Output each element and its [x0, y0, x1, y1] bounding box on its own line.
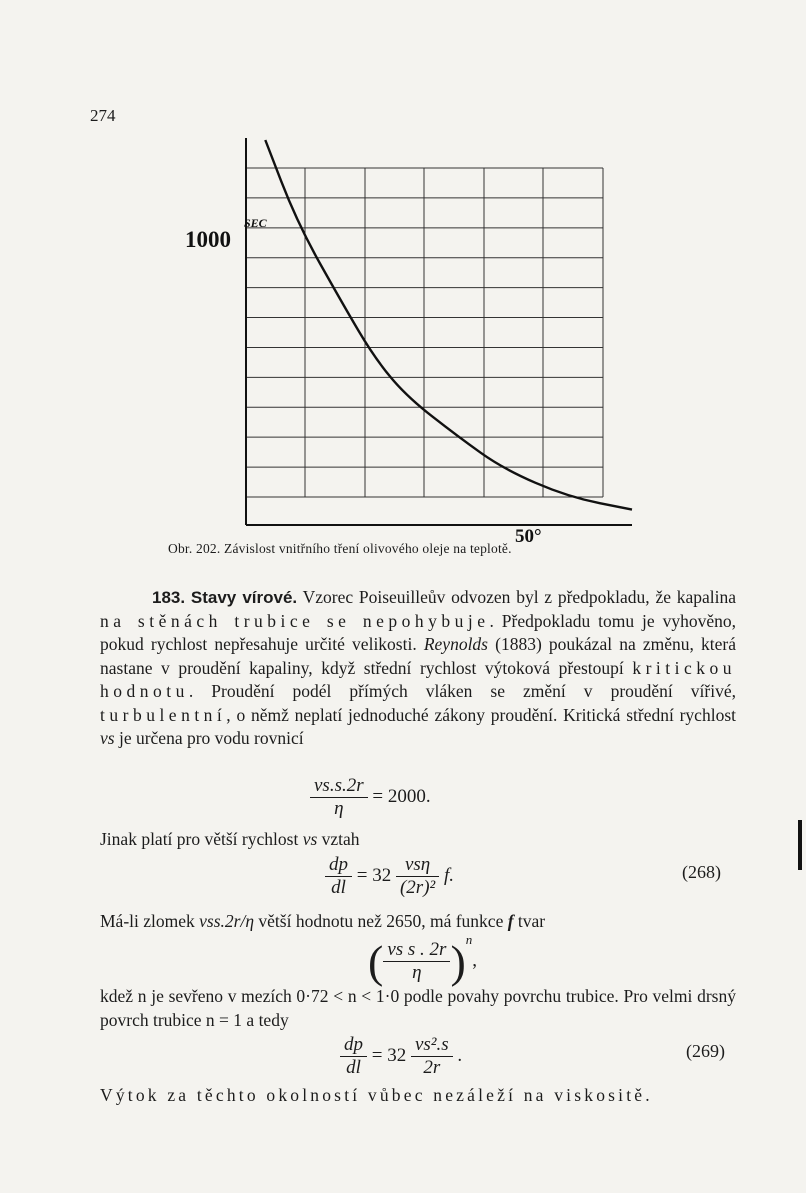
section-number: 183. — [152, 588, 186, 607]
equation-critical-velocity — [310, 775, 431, 820]
text-run: tvar — [513, 911, 546, 931]
text-run: je určena pro vodu rovnicí — [114, 728, 304, 748]
text-run: , o němž neplatí jednoduché zákony proudění. Kritická střední rychlost — [226, 704, 736, 725]
fraction-denominator: η — [334, 798, 344, 819]
equation-function-form — [368, 932, 477, 988]
math-expr: vss.2r/η — [199, 911, 255, 931]
author-name: Reynolds — [423, 634, 488, 654]
fraction — [411, 1034, 453, 1079]
right-paren: ) — [450, 936, 466, 988]
fraction — [396, 854, 439, 899]
text-run: . Proudění podél přímých vláken se změní v proudění vířivé, — [188, 681, 736, 701]
fraction-numerator: vs.s.2r — [310, 775, 368, 798]
y-tick-label: 1000 — [185, 227, 231, 252]
chart-grid — [246, 168, 603, 497]
equation-equals: = 32 — [371, 1044, 407, 1066]
y-unit-label: SEC — [244, 216, 267, 230]
text-line — [100, 910, 736, 934]
text-run: Vzorec Poiseuilleův odvozen byl z předpokladu, že kapalina — [302, 587, 737, 607]
equation-number-268: (268) — [682, 862, 721, 882]
text-run: Má-li zlomek — [100, 911, 200, 931]
page-number: 274 — [90, 106, 116, 125]
text-line — [100, 828, 736, 852]
figure-caption: Obr. 202. Závislost vnitřního tření olivového oleje na teplotě. — [168, 541, 512, 556]
fraction-denominator: (2r)² — [399, 877, 436, 898]
fraction-numerator: dp — [340, 1034, 367, 1057]
exponent: n — [465, 932, 473, 947]
fraction — [325, 854, 352, 899]
equation-rhs: = 2000. — [372, 785, 431, 807]
fraction — [310, 775, 368, 820]
section-title: Stavy vírové. — [190, 588, 298, 607]
fraction-denominator: η — [412, 962, 422, 984]
text-paragraph: kdež n je sevřeno v mezích 0·72 < n < 1·0 podle povahy povrchu trubice. Pro velmi drsný povrch trubice n = 1 a tedy — [100, 986, 736, 1030]
fraction-numerator: vs².s — [411, 1034, 453, 1057]
fraction-numerator: vs s . 2r — [383, 939, 450, 962]
equation-tail: . — [457, 1044, 463, 1066]
fraction-denominator: 2r — [423, 1057, 441, 1078]
equation-269 — [340, 1034, 462, 1079]
equation-number-269: (269) — [686, 1041, 725, 1061]
equation-268 — [325, 854, 454, 899]
math-var: vs — [100, 728, 115, 748]
series-line — [265, 140, 632, 510]
spaced-emphasis: na stěnách trubice se nepohybuje — [100, 610, 490, 631]
fraction-denominator: dl — [331, 877, 346, 898]
section-paragraph — [100, 586, 736, 751]
fraction-numerator: dp — [325, 854, 352, 877]
text-run: Jinak platí pro větší rychlost — [100, 829, 303, 849]
left-paren: ( — [368, 936, 384, 988]
text-run: . Předpokladu tomu je vyhověno, pokud rychlost nepřesahuje určité velikosti. — [100, 610, 736, 654]
math-var: f — [507, 911, 514, 931]
text-run: větší hodnotu než 2650, má funkce — [254, 911, 508, 931]
equation-equals: = 32 — [356, 864, 392, 886]
viscosity-chart — [0, 0, 806, 560]
fraction-numerator: vsη — [396, 854, 439, 877]
math-var: vs — [302, 829, 318, 849]
text-run: (1883) poukázal na změnu, která nastane v proudění kapaliny, když střední rychlost výtoková přestoupí — [100, 634, 736, 678]
equation-tail: f. — [443, 864, 454, 886]
chart-series — [265, 140, 632, 510]
fraction — [383, 939, 450, 984]
fraction — [340, 1034, 367, 1079]
fraction-denominator: dl — [346, 1057, 361, 1078]
punctuation: , — [472, 950, 478, 971]
spaced-emphasis: kritickou hodnotu — [100, 657, 736, 701]
text-line: Výtok za těchto okolností vůbec nezáleží na viskositě. — [100, 1085, 653, 1105]
x-tick-label: 50° — [515, 526, 542, 547]
spaced-emphasis: turbulentní — [100, 704, 227, 725]
text-run: vztah — [317, 829, 360, 849]
scan-edge-mark — [798, 820, 802, 870]
